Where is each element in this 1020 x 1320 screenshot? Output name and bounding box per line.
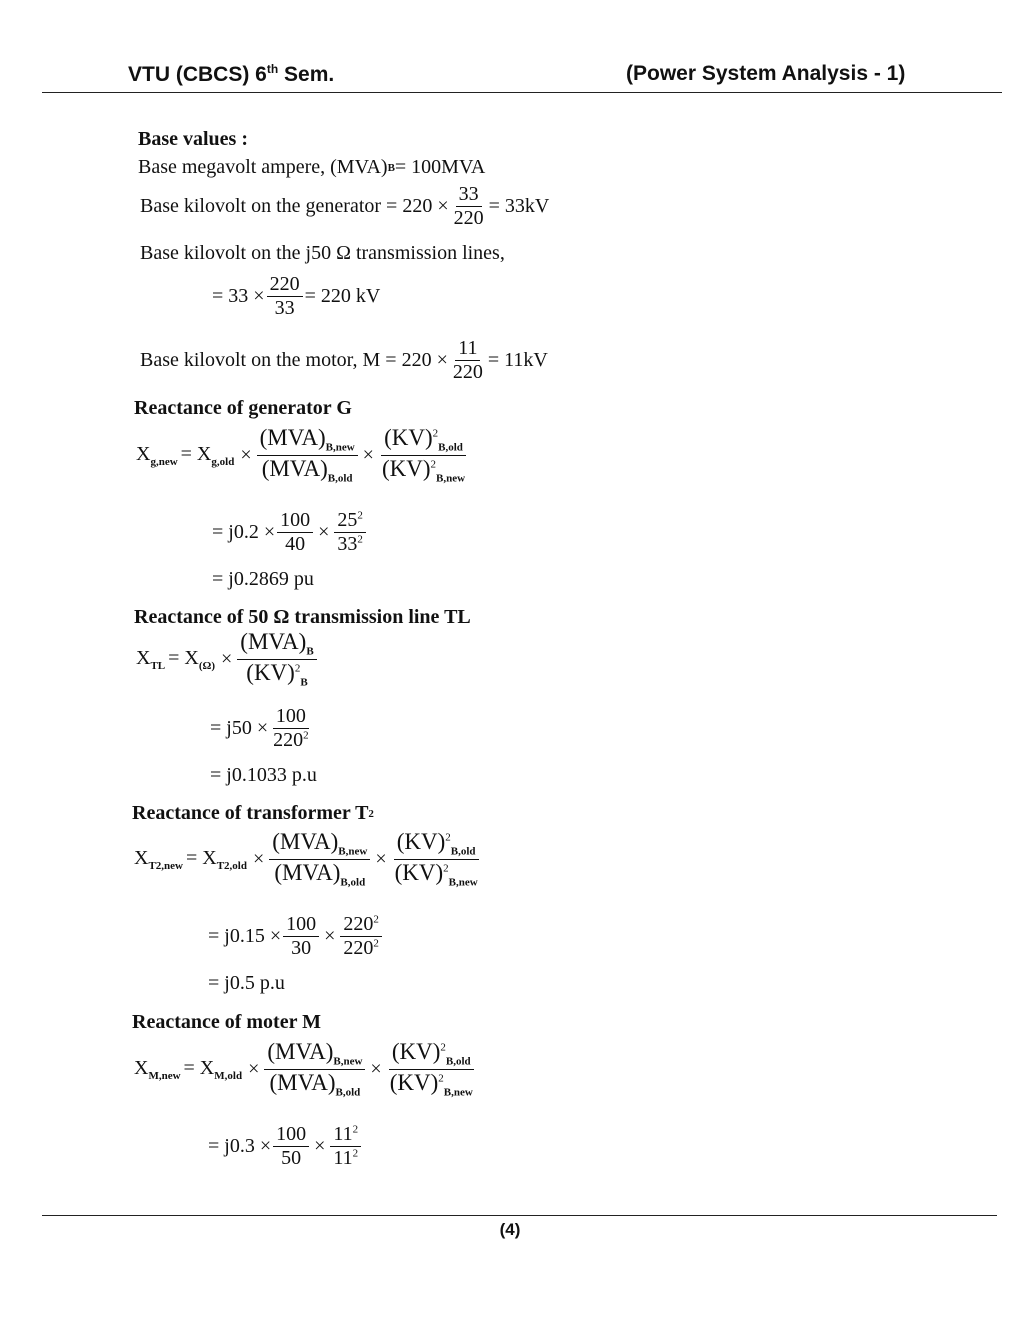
den-sub: B,old — [335, 1086, 361, 1099]
num-sup: 2 — [352, 1123, 359, 1136]
den-sub: B,new — [436, 472, 466, 485]
fraction-numerator — [334, 510, 366, 533]
fraction-numerator — [381, 426, 466, 456]
fraction-denominator — [271, 860, 368, 889]
step-fraction-a — [273, 1124, 309, 1169]
tl-heading: Reactance of 50 Ω transmission line TL — [134, 606, 471, 628]
base-kv-line-text: Base kilovolt on the j50 Ω transmission lines, — [140, 242, 505, 264]
motor-heading: Reactance of moter M — [132, 1011, 321, 1033]
step-prefix: = j0.2 × — [212, 521, 276, 543]
base-mva-line — [138, 156, 485, 179]
num-text: (KV) — [391, 1039, 441, 1064]
den-sub: B — [300, 676, 308, 689]
fraction-denominator — [259, 456, 356, 485]
fraction-denominator — [334, 533, 366, 555]
eq-symbol: = X — [168, 647, 199, 670]
den-sup: 2 — [373, 937, 379, 950]
tl-lhs — [136, 647, 165, 672]
tl-fraction — [237, 630, 316, 689]
base-kv-motor-text: Base kilovolt on the motor, M = 220 × — [140, 349, 448, 371]
step-fraction-b — [334, 510, 366, 555]
base-kv-line-fraction — [267, 274, 303, 319]
lhs-symbol: X — [136, 443, 151, 466]
den-sub: B,new — [448, 876, 478, 889]
generator-step1: = j0.2 × $\frac{100}{40}$ × $\frac{25^2}{33^2}$ — [212, 510, 368, 555]
num-text: (MVA) — [240, 629, 307, 654]
fraction-denominator — [387, 1070, 476, 1099]
fraction-denominator — [243, 660, 310, 689]
generator-heading: Reactance of generator G — [134, 397, 352, 419]
base-kv-generator-result: = 33kV — [488, 195, 550, 217]
fraction-denominator: 220 — [453, 207, 484, 229]
den-text: (KV) — [394, 860, 444, 886]
eq-sub: g,old — [211, 456, 235, 469]
step-prefix: = j50 × — [210, 717, 269, 739]
den-text: (MVA) — [261, 456, 328, 482]
den-sup: 2 — [357, 533, 363, 546]
fraction-numerator: 33 — [456, 184, 482, 207]
t2-step1: = j0.15 × $\frac{100}{30}$ × $\frac{220^2}{220^2}$ — [208, 914, 384, 959]
fraction-numerator: 100 — [273, 706, 309, 729]
base-kv-generator-line — [140, 184, 549, 229]
den-text: (KV) — [381, 456, 431, 482]
motor-formula: $X_{M,new}$ = $X_{M,old}$ × $\frac{(MVA)_{B,new}}{(MVA)_{B,old}}$ × $\frac{(KV)^2_{B,old}}{(KV)^2_{B,new}}$ — [134, 1040, 478, 1099]
step-prefix: = j0.15 × — [208, 925, 282, 947]
num-sup: 2 — [440, 1041, 446, 1054]
step-fraction — [270, 706, 312, 751]
base-kv-line-equation — [212, 274, 380, 319]
fraction-numerator — [264, 1040, 365, 1070]
num-sub: B — [306, 645, 314, 658]
motor-kv-fraction — [387, 1040, 476, 1099]
fraction-denominator: 50 — [281, 1147, 302, 1169]
motor-step1: = j0.3 × $\frac{100}{50}$ × $\frac{11^2}{11^2}$ — [208, 1124, 363, 1169]
motor-lhs — [134, 1057, 181, 1082]
fraction-denominator: 30 — [291, 937, 312, 959]
base-mva-sub: B — [387, 161, 395, 174]
num-sub: B,new — [333, 1055, 363, 1068]
den-text: (MVA) — [269, 1070, 336, 1096]
footer-rule — [42, 1215, 997, 1216]
fraction-numerator — [237, 630, 316, 660]
num-text: (MVA) — [272, 829, 339, 854]
header-course-sup: th — [266, 62, 279, 76]
generator-lhs — [136, 443, 178, 468]
fraction-denominator: 40 — [285, 533, 306, 555]
base-kv-motor-result: = 11kV — [487, 349, 548, 371]
den-sup: 2 — [294, 662, 301, 675]
generator-mva-fraction — [257, 426, 358, 485]
header-course-title — [128, 62, 334, 87]
header-subject-title: (Power System Analysis - 1) — [626, 62, 906, 85]
den-sup: 2 — [303, 729, 309, 742]
eq-symbol: = X — [185, 847, 217, 870]
lhs-sub: T2,new — [148, 860, 183, 873]
t2-heading — [132, 802, 374, 825]
den-sup: 2 — [430, 458, 436, 471]
num-sub: B,old — [450, 845, 476, 858]
fraction-denominator — [340, 937, 382, 959]
t2-kv-fraction — [392, 830, 481, 889]
den-text: 33 — [337, 533, 358, 555]
fraction-numerator — [340, 914, 382, 937]
eq-sub: T2,old — [216, 860, 247, 873]
num-text: 220 — [343, 913, 374, 935]
fraction-denominator: 220 — [452, 361, 483, 383]
num-sup: 2 — [432, 427, 439, 440]
fraction-denominator — [270, 729, 312, 751]
base-kv-motor-line — [140, 338, 548, 383]
num-sup: 2 — [445, 831, 451, 844]
num-text: 11 — [333, 1123, 353, 1145]
fraction-numerator — [394, 830, 479, 860]
fraction-denominator — [266, 1070, 363, 1099]
header-rule — [42, 92, 1002, 93]
t2-formula: $X_{T2,new}$ = $X_{T2,old}$ × $\frac{(MVA)_{B,new}}{(MVA)_{B,old}}$ × $\frac{(KV)^2_{B,old}}{(KV)^2_{B,new}}$ — [134, 830, 483, 889]
step-fraction-a — [277, 510, 313, 555]
eq-sub: M,old — [214, 1070, 243, 1083]
tl-step1 — [210, 706, 314, 751]
base-kv-motor-fraction — [450, 338, 486, 383]
fraction-numerator: 100 — [277, 510, 313, 533]
generator-result: = j0.2869 pu — [212, 568, 314, 590]
den-text: 11 — [333, 1147, 353, 1169]
motor-eq — [184, 1057, 243, 1082]
num-sup: 2 — [373, 913, 379, 926]
fraction-numerator — [389, 1040, 474, 1070]
den-sub: B,old — [340, 876, 366, 889]
num-text: (MVA) — [259, 425, 326, 450]
lhs-sub: g,new — [150, 456, 178, 469]
den-text: 220 — [273, 729, 304, 751]
fraction-numerator: 220 — [267, 274, 303, 297]
step-fraction-a — [283, 914, 319, 959]
num-sub: B,new — [325, 441, 355, 454]
fraction-numerator: 100 — [273, 1124, 309, 1147]
generator-kv-fraction — [379, 426, 468, 485]
fraction-denominator — [330, 1147, 361, 1169]
eq-sub: (Ω) — [198, 660, 216, 673]
num-text: (KV) — [396, 829, 446, 854]
num-text: (MVA) — [267, 1039, 334, 1064]
num-sub: B,old — [438, 441, 463, 454]
den-text: (KV) — [389, 1070, 439, 1096]
fraction-denominator — [379, 456, 468, 485]
generator-formula: $X_{g,new}$ = $X_{g,old}$ × $\frac{(MVA)_{B,new}}{(MVA)_{B,old}}$ × $\frac{(KV)^2_{B,old}}{(KV)^2_{B,new}}$ — [136, 426, 470, 485]
t2-lhs — [134, 847, 183, 872]
fraction-numerator — [330, 1124, 361, 1147]
base-mva-value: = 100MVA — [394, 156, 486, 178]
fraction-numerator: 11 — [455, 338, 480, 361]
den-sup: 2 — [443, 862, 449, 875]
heading-sub: 2 — [368, 807, 374, 820]
header-course-tail: Sem. — [278, 63, 335, 86]
t2-result: = j0.5 p.u — [208, 972, 285, 994]
lhs-symbol: X — [134, 847, 149, 870]
t2-eq — [186, 847, 247, 872]
den-sub: B,new — [443, 1086, 473, 1099]
t2-mva-fraction — [269, 830, 370, 889]
base-kv-line-result: = 220 kV — [304, 285, 381, 307]
tl-eq — [168, 647, 215, 672]
step-fraction-b — [330, 1124, 361, 1169]
fraction-denominator — [392, 860, 481, 889]
den-sup: 2 — [352, 1147, 359, 1160]
lhs-symbol: X — [136, 647, 151, 670]
num-sub: B,old — [445, 1055, 471, 1068]
heading-text: Reactance of transformer T — [132, 802, 369, 824]
generator-eq — [181, 443, 235, 468]
step-prefix: = j0.3 × — [208, 1135, 272, 1157]
lhs-sub: TL — [150, 660, 166, 673]
fraction-numerator — [257, 426, 358, 456]
base-kv-generator-text: Base kilovolt on the generator = 220 × — [140, 195, 449, 217]
motor-mva-fraction — [264, 1040, 365, 1099]
tl-result: = j0.1033 p.u — [210, 764, 317, 786]
base-mva-text: Base megavolt ampere, (MVA) — [138, 156, 388, 178]
lhs-symbol: X — [134, 1057, 149, 1080]
eq-symbol: = X — [180, 443, 212, 466]
step-fraction-b — [340, 914, 382, 959]
eq-symbol: = X — [183, 1057, 215, 1080]
base-values-heading: Base values : — [138, 128, 248, 150]
header-course-main: VTU (CBCS) 6 — [128, 63, 267, 86]
fraction-numerator — [269, 830, 370, 860]
num-sup: 2 — [357, 509, 363, 522]
den-text: (MVA) — [274, 860, 341, 886]
fraction-denominator: 33 — [274, 297, 295, 319]
page-number: (4) — [499, 1220, 521, 1239]
den-sup: 2 — [438, 1072, 444, 1085]
num-text: 25 — [337, 509, 358, 531]
den-text: (KV) — [246, 660, 295, 686]
fraction-numerator: 100 — [283, 914, 319, 937]
den-sub: B,old — [327, 472, 353, 485]
base-kv-generator-fraction — [451, 184, 487, 229]
base-kv-line-pre: = 33 × — [212, 285, 265, 307]
num-text: (KV) — [384, 425, 433, 450]
lhs-sub: M,new — [148, 1070, 181, 1083]
den-text: 220 — [343, 937, 374, 959]
num-sub: B,new — [338, 845, 368, 858]
tl-formula: $X_{TL}$ = $X_{(\Omega)}$ × $\frac{(MVA)_B}{(KV)^2_B}$ — [136, 630, 319, 689]
